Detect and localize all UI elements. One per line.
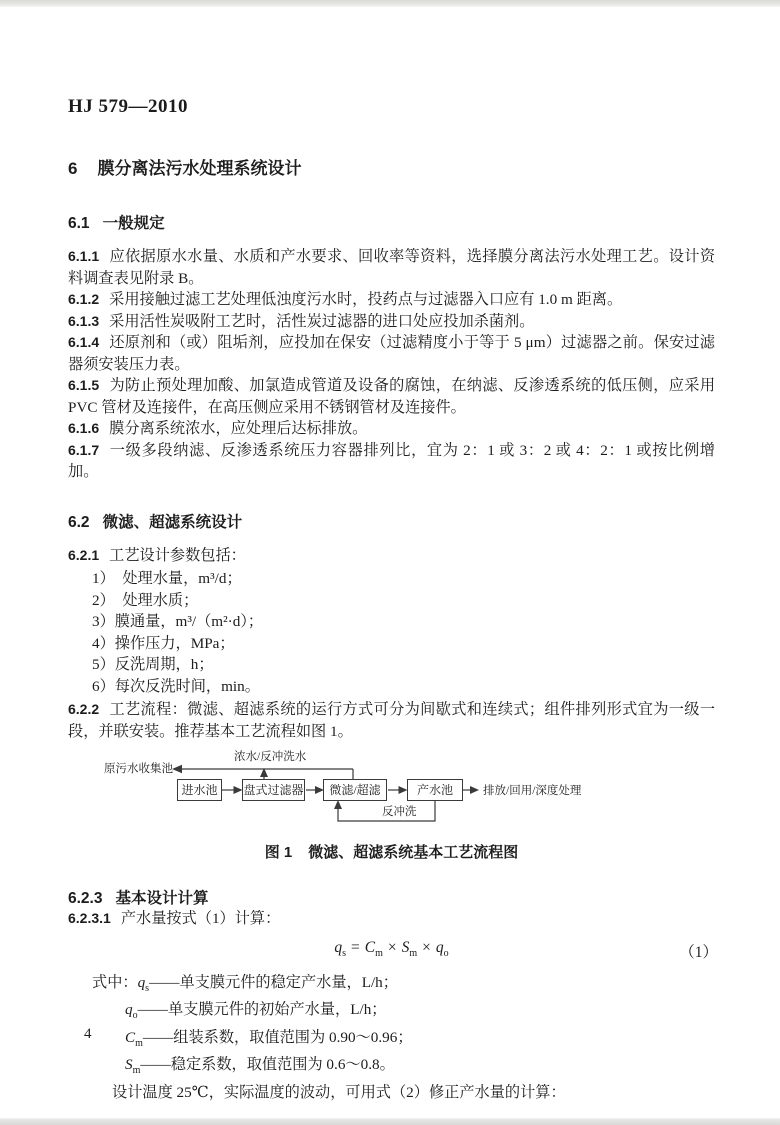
symbol-definitions [68, 972, 715, 1104]
section-title: 基本设计计算 [115, 890, 209, 907]
clause-6-2-2: 6.2.2 工艺流程：微滤、超滤系统的运行方式可分为间歇式和连续式；组件排列形式宜为一级一段，并联安装。推荐基本工艺流程如图 1。 [68, 701, 715, 740]
formula-1: $q_s = C_m \times S_m \times q_o$ [334, 938, 449, 959]
chapter-heading [68, 154, 715, 179]
closing-note: 设计温度 25℃，实际温度的波动，可用式（2）修正产水量的计算： [112, 1083, 566, 1101]
section-title: 微滤、超滤系统设计 [102, 513, 243, 531]
def-cm: $C_m——$组装系数，取值范围为 0.90～0.96； [125, 1028, 413, 1049]
label-concentrate-backwash-water: 浓水/反冲洗水 [234, 751, 307, 763]
section-6-1-clauses [68, 246, 715, 483]
label-backwash: 反冲洗 [382, 806, 417, 818]
label-raw-collect-pool: 原污水收集池 [104, 763, 173, 775]
label-discharge-reuse: 排放/回用/深度处理 [483, 785, 582, 797]
clause-6-1-2: 6.1.2 采用接触过滤工艺处理低浊度污水时，投药点与过滤器入口应有 1.0 m 距离。 [68, 291, 623, 308]
flow-box-disc-filter: 盘式过滤器 [242, 779, 305, 801]
flow-box-mf-uf: 微滤/超滤 [323, 779, 387, 801]
scan-artifact-top [0, 0, 780, 7]
section-heading-6-1 [68, 211, 715, 233]
section-title: 一般规定 [102, 215, 165, 232]
clause-6-1-4: 6.1.4 还原剂和（或）阻垢剂，应投加在保安（过滤精度小于等于 5 μm）过滤器之前。保安过滤器须安装压力表。 [68, 334, 715, 373]
param-item-3: 3）膜通量，m³/（m²·d）； [92, 613, 264, 630]
clause-6-2-3-1: 6.2.3.1 产水量按式（1）计算： [68, 910, 281, 927]
standard-code: HJ 579—2010 [68, 96, 189, 117]
section-heading-6-2 [68, 510, 715, 532]
clause-6-2-1: 6.2.1 工艺设计参数包括： [68, 546, 246, 564]
param-item-5: 5）反洗周期，h； [92, 656, 214, 673]
parameter-list [68, 568, 715, 697]
chapter-title: 膜分离法污水处理系统设计 [97, 159, 302, 178]
def-sm: $S_m——$稳定系数，取值范围为 0.6～0.8。 [125, 1056, 395, 1077]
clause-6-1-6: 6.1.6 膜分离系统浓水，应处理后达标排放。 [68, 420, 368, 437]
clause-6-1-3: 6.1.3 采用活性炭吸附工艺时，活性炭过滤器的进口处应投加杀菌剂。 [68, 312, 535, 330]
flow-box-inlet-pool: 进水池 [177, 779, 222, 801]
figure-1-caption [68, 841, 715, 862]
clause-6-1-7: 6.1.7 一级多段纳滤、反渗透系统压力容器排列比，宜为 2：1 或 3：2 或 4：2：1 或按比例增加。 [68, 441, 715, 480]
section-heading-6-2-3 [68, 886, 715, 908]
section-number: 6.1 [68, 215, 90, 232]
section-6-2-clauses [68, 545, 715, 743]
section-number: 6.2 [68, 513, 90, 531]
page-number: 4 [84, 1026, 92, 1042]
section-number: 6.2.3 [68, 890, 103, 907]
clause-6-1-5: 6.1.5 为防止预处理加酸、加氯造成管道及设备的腐蚀，在纳滤、反渗透系统的低压侧，应采用 PVC 管材及连接件，在高压侧应采用不锈钢管材及连接件。 [68, 377, 715, 416]
def-qs: 式中：$q_s——$单支膜元件的稳定产水量，L/h； [92, 973, 398, 994]
figure-1-flow-diagram [0, 747, 780, 827]
figure-title: 微滤、超滤系统基本工艺流程图 [308, 844, 519, 861]
formula-1-row [68, 938, 718, 963]
clause-6-2-3-1-wrap [68, 908, 715, 930]
param-item-1: 1） 处理水量，m³/d； [92, 570, 242, 587]
param-item-6: 6）每次反洗时间，min。 [92, 677, 260, 695]
flow-box-product-pool: 产水池 [407, 779, 463, 801]
param-item-2: 2） 处理水质； [92, 591, 199, 609]
clause-6-1-1: 6.1.1 应依据原水水量、水质和产水要求、回收率等资料，选择膜分离法污水处理工艺。设计资料调查表见附录 B。 [68, 248, 715, 287]
chapter-number: 6 [68, 159, 78, 178]
param-item-4: 4）操作压力，MPa； [92, 634, 235, 652]
scan-artifact-bottom [0, 1118, 780, 1125]
equation-number: （1） [679, 943, 718, 961]
def-qo: $q_o——$单支膜元件的初始产水量，L/h； [125, 1001, 387, 1022]
figure-number: 图 1 [264, 844, 293, 861]
